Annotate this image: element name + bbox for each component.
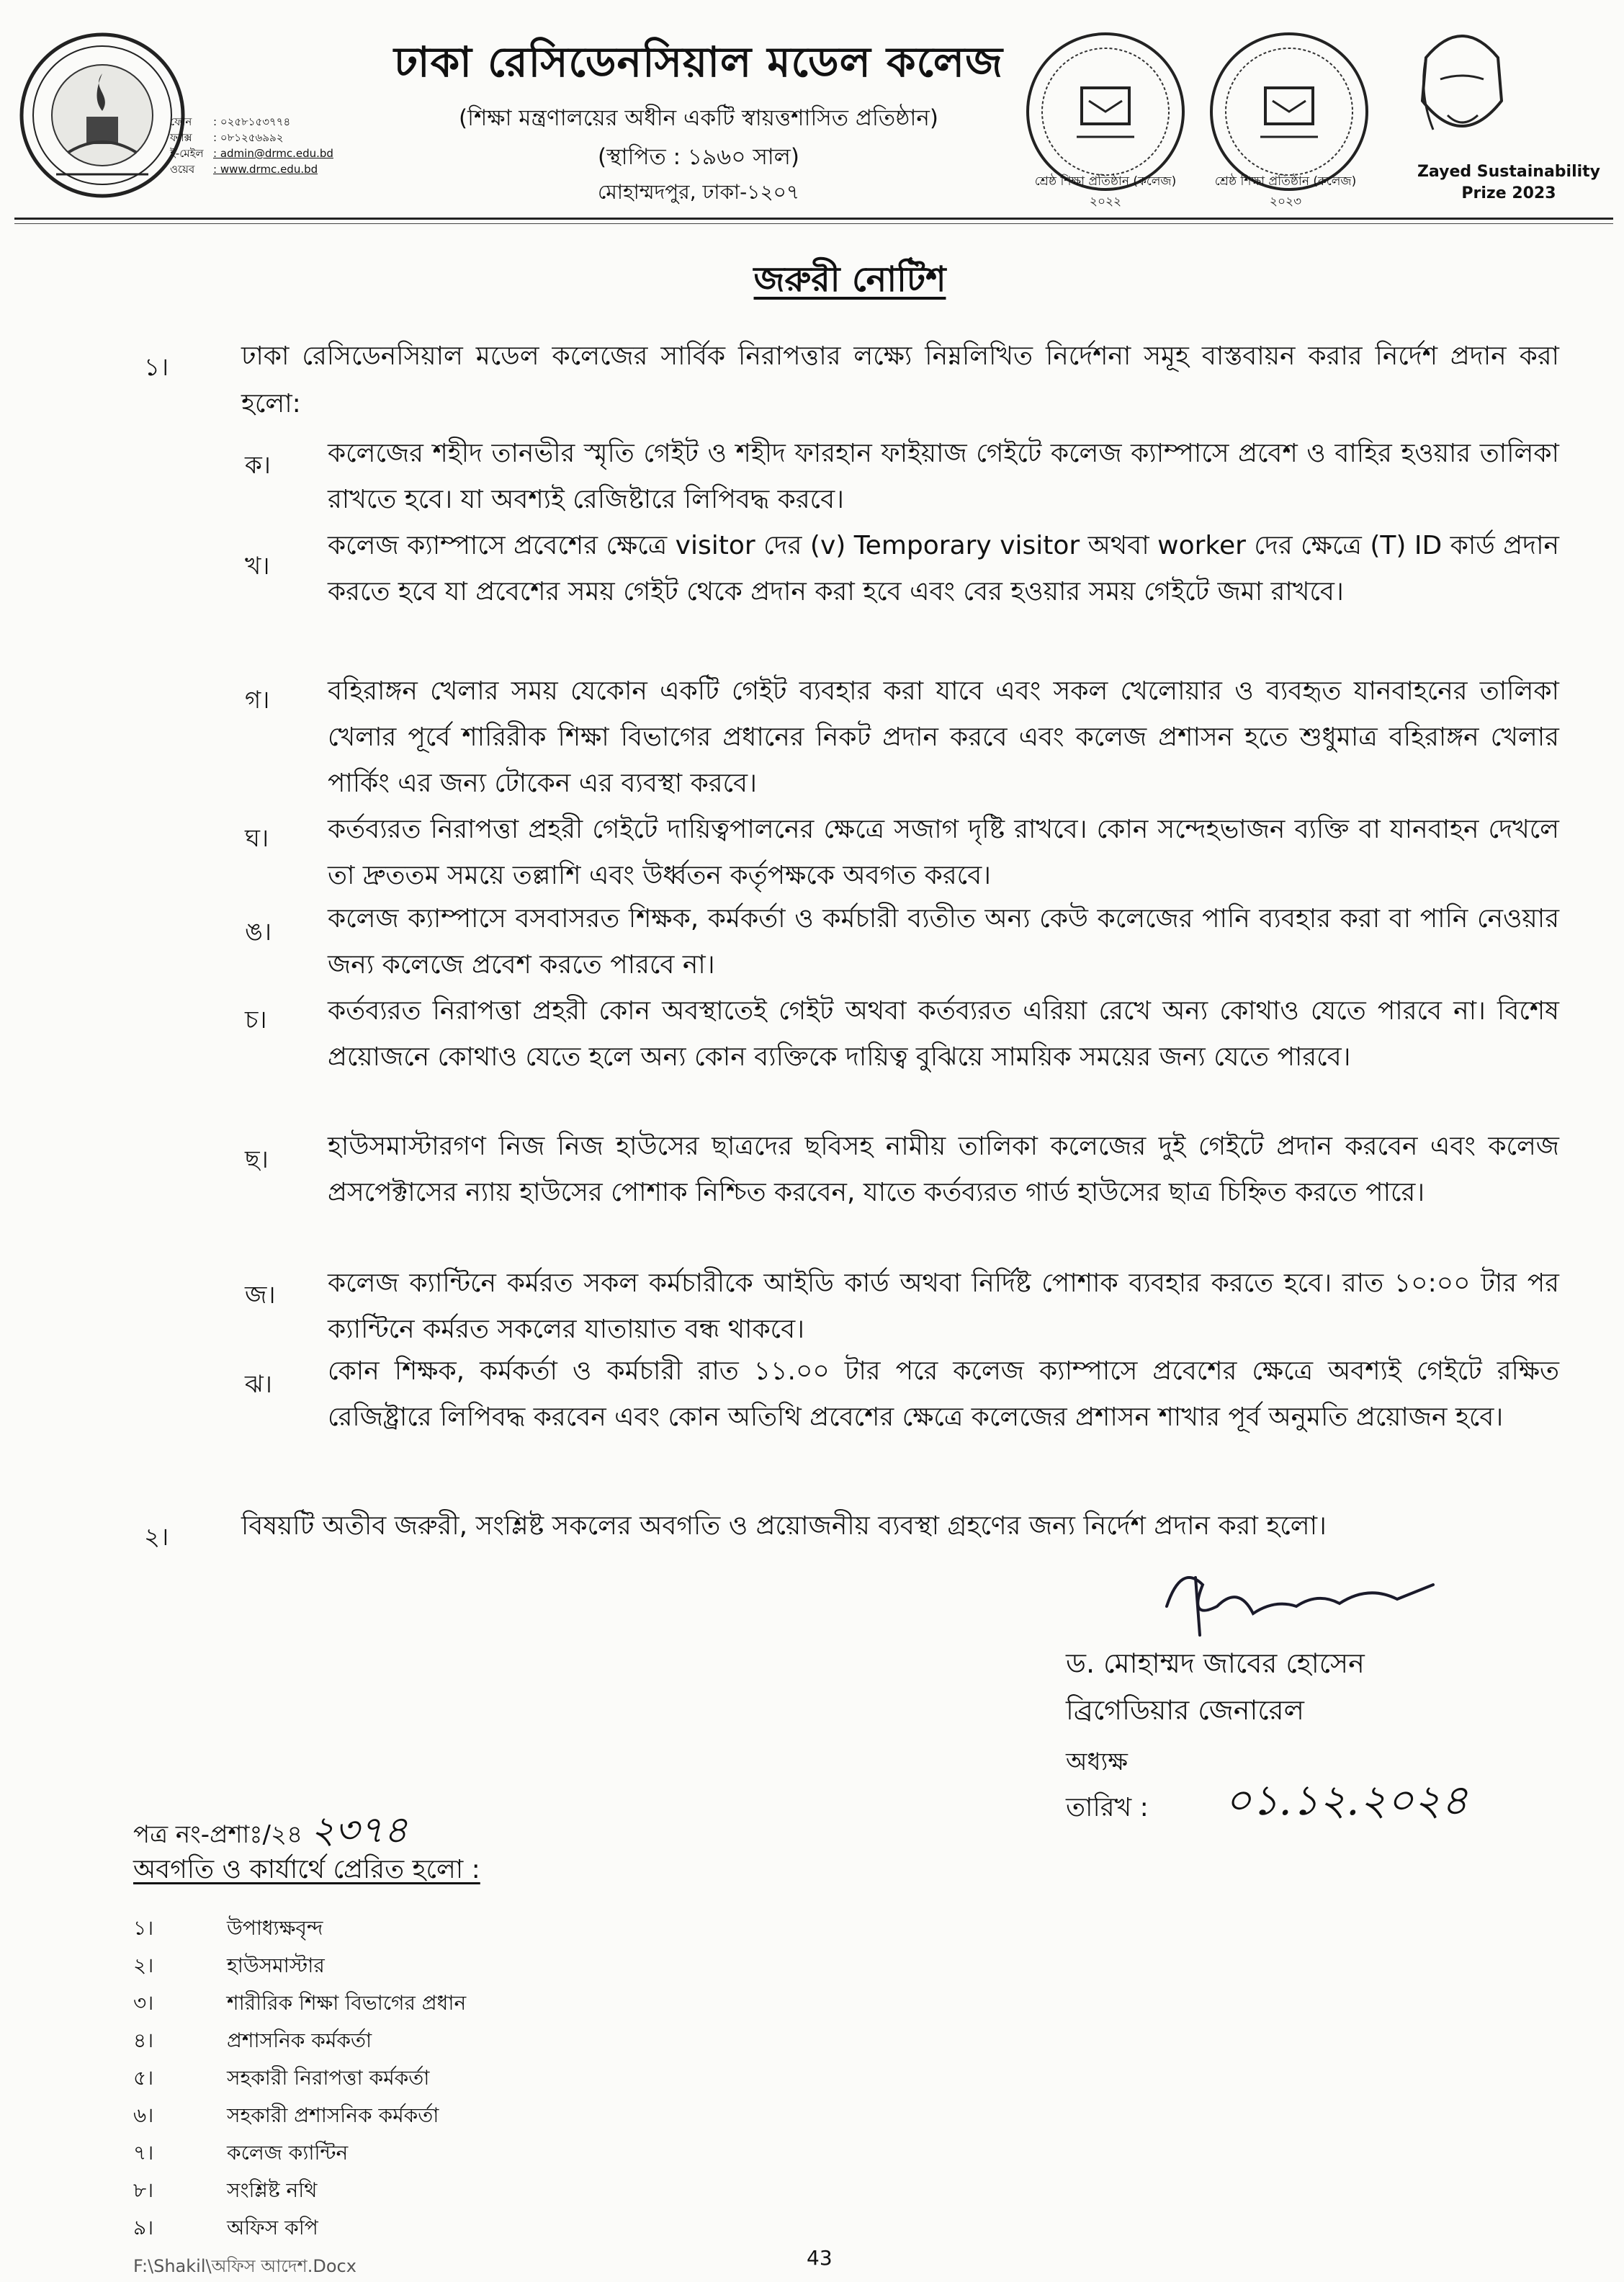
college-name: ঢাকা রেসিডেনসিয়াল মডেল কলেজ bbox=[393, 37, 1004, 86]
item-ka-text: কলেজের শহীদ তানভীর স্মৃতি গেইট ও শহীদ ফারহান ফাইয়াজ গেইটে কলেজ ক্যাম্পাসে প্রবেশ ও বাহির হওয়ার তালিকা রাখতে হবে। যা অবশ্যই রেজিষ্টারে লিপিবদ্ধ করবে। bbox=[328, 439, 1559, 514]
zayed-caption: Zayed Sustainability Prize 2023 bbox=[1417, 163, 1601, 202]
award-seal-2022 bbox=[1023, 29, 1188, 194]
list-item: ১। উপাধ্যক্ষবৃন্দ bbox=[133, 1915, 323, 1940]
college-subtitle: (শিক্ষা মন্ত্রণালয়ের অধীন একটি স্বায়ত্তশাসিত প্রতিষ্ঠান) bbox=[459, 105, 938, 131]
item-jha-text: কোন শিক্ষক, কর্মকর্তা ও কর্মচারী রাত ১১.০০ টার পরে কলেজ ক্যাম্পাসে প্রবেশের ক্ষেত্রে অবশ্যই গেইটে রক্ষিত রেজিষ্ট্রারে লিপিবদ্ধ করবেন এবং কোন অতিথি প্রবেশের ক্ষেত্রে কলেজের প্রশাসন শাখার পূর্ব অনুমতি প্রয়োজন হবে। bbox=[328, 1356, 1559, 1432]
contact-email: ই-মেইল : admin@drmc.edu.bd bbox=[170, 147, 333, 160]
item-ga-label: গ। bbox=[245, 686, 270, 715]
signature-scribble bbox=[1152, 1556, 1440, 1642]
item-uma-label: ঙ। bbox=[245, 918, 272, 947]
list-item: ৯। অফিস কপি bbox=[133, 2215, 318, 2240]
list-item: ৩। শারীরিক শিক্ষা বিভাগের প্রধান bbox=[133, 1990, 467, 2015]
college-logo bbox=[17, 30, 187, 200]
item-ja-label: জ। bbox=[245, 1281, 276, 1310]
contact-fax: ফ্যাক্স : ০৮১২৫৬৯৯২ bbox=[170, 131, 284, 144]
date-label: তারিখ : bbox=[1066, 1793, 1149, 1822]
college-established: (স্থাপিত : ১৯৬০ সাল) bbox=[598, 144, 799, 170]
para-1-number: ১। bbox=[144, 353, 169, 382]
college-address: মোহাম্মদপুর, ঢাকা-১২০৭ bbox=[597, 180, 800, 204]
item-gha-text: কর্তব্যরত নিরাপত্তা প্রহরী গেইটে দায়িত্বপালনের ক্ষেত্রে সজাগ দৃষ্টি রাখবে। কোন সন্দেহভাজন ব্যক্তি বা যানবাহন দেখলে তা দ্রুততম সময়ে তল্লাশি এবং উর্ধ্বতন কর্তৃপক্ষকে অবগত করবে। bbox=[328, 815, 1559, 890]
date-value: ০১.১২.২০২৪ bbox=[1224, 1776, 1468, 1825]
item-uma-text: কলেজ ক্যাম্পাসে বসবাসরত শিক্ষক, কর্মকর্তা ও কর্মচারী ব্যতীত অন্য কেউ কলেজের পানি ব্যবহার করা বা পানি নেওয়ার জন্য কলেজে প্রবেশ করতে পারবে না। bbox=[328, 904, 1559, 980]
contact-web: ওয়েব : www.drmc.edu.bd bbox=[170, 163, 318, 176]
signatory-name: ড. মোহাম্মদ জাবের হোসেন bbox=[1066, 1647, 1365, 1679]
cc-list bbox=[133, 1910, 466, 2247]
item-ka-label: ক। bbox=[245, 451, 271, 480]
para-1-text: ঢাকা রেসিডেনসিয়াল মডেল কলেজের সার্বিক নিরাপত্তার লক্ষ্যে নিম্নলিখিত নির্দেশনা সমূহ বাস্তবায়ন করার নির্দেশ প্রদান করা হলো: bbox=[241, 341, 1559, 419]
item-chha-label: ছ। bbox=[245, 1145, 269, 1174]
memo-ref-number: ২৩৭৪ bbox=[310, 1809, 408, 1852]
memo-ref-label: পত্র নং-প্রশাঃ/২৪ bbox=[133, 1820, 303, 1849]
award-caption-2022: শ্রেষ্ঠ শিক্ষা প্রতিষ্ঠান (কলেজ) ২০২২ bbox=[1034, 174, 1177, 209]
item-kha-text: কলেজ ক্যাম্পাসে প্রবেশের ক্ষেত্রে visitor দের (v) Temporary visitor অথবা worker দের ক্ষেত্রে (T) ID কার্ড প্রদান করতে হবে যা প্রবেশের সময় গেইট থেকে প্রদান করা হবে এবং বের হওয়ার সময় গেইটে জমা রাখবে। bbox=[328, 531, 1559, 607]
para-2-text: বিষয়টি অতীব জরুরী, সংশ্লিষ্ট সকলের অবগতি ও প্রয়োজনীয় ব্যবস্থা গ্রহণের জন্য নির্দেশ প্রদান করা হলো। bbox=[241, 1511, 1327, 1541]
header-divider bbox=[14, 218, 1613, 220]
file-path: F:\Shakil\অফিস আদেশ.Docx bbox=[133, 2256, 356, 2276]
page-number: 43 bbox=[807, 2246, 833, 2270]
para-2-number: ২। bbox=[144, 1523, 169, 1552]
zayed-portrait-icon bbox=[1412, 14, 1512, 151]
item-kha-label: খ। bbox=[245, 552, 270, 581]
award-seal-2023 bbox=[1206, 29, 1372, 194]
cc-heading: অবগতি ও কার্যার্থে প্রেরিত হলো : bbox=[133, 1855, 480, 1884]
award-caption-2023: শ্রেষ্ঠ শিক্ষা প্রতিষ্ঠান (কলেজ) ২০২৩ bbox=[1214, 174, 1357, 209]
signatory-rank: ব্রিগেডিয়ার জেনারেল bbox=[1066, 1694, 1304, 1726]
item-gha-label: ঘ। bbox=[245, 824, 269, 853]
header-divider-thin bbox=[14, 223, 1613, 224]
item-ga-text: বহিরাঙ্গন খেলার সময় যেকোন একটি গেইট ব্যবহার করা যাবে এবং সকল খেলোয়ার ও ব্যবহৃত যানবাহনের তালিকা খেলার পূর্বে শারিরীক শিক্ষা বিভাগের প্রধানের নিকট প্রদান করবে এবং কলেজ প্রশাসন হতে শুধুমাত্র বহিরাঙ্গন খেলার পার্কিং এর জন্য টোকেন এর ব্যবস্থা করবে। bbox=[328, 676, 1559, 798]
list-item: ২। হাউসমাস্টার bbox=[133, 1953, 325, 1977]
notice-title: জরুরী নোটিশ bbox=[753, 259, 946, 300]
list-item: ৭। কলেজ ক্যান্টিন bbox=[133, 2140, 349, 2165]
list-item: ৮। সংশ্লিষ্ট নথি bbox=[133, 2178, 318, 2202]
item-jha-label: ঝ। bbox=[245, 1370, 272, 1399]
signatory-title: অধ্যক্ষ bbox=[1066, 1748, 1128, 1776]
contact-phone: ফোন : ০২৫৮১৫৩৭৭৪ bbox=[170, 115, 291, 128]
item-cha-text: কর্তব্যরত নিরাপত্তা প্রহরী কোন অবস্থাতেই গেইট অথবা কর্তব্যরত এরিয়া রেখে অন্য কোথাও যেতে পারবে না। বিশেষ প্রয়োজনে কোথাও যেতে হলে অন্য কোন ব্যক্তিকে দায়িত্ব বুঝিয়ে সাময়িক সময়ের জন্য যেতে পারবে। bbox=[328, 996, 1559, 1072]
list-item: ৫। সহকারী নিরাপত্তা কর্মকর্তা bbox=[133, 2065, 430, 2090]
item-cha-label: চ। bbox=[245, 1006, 267, 1034]
item-chha-text: হাউসমাস্টারগণ নিজ নিজ হাউসের ছাত্রদের ছবিসহ নামীয় তালিকা কলেজের দুই গেইটে প্রদান করবেন এবং কলেজ প্রসপেক্টাসের ন্যায় হাউসের পোশাক নিশ্চিত করবেন, যাতে কর্তব্যরত গার্ড হাউসের ছাত্র চিহ্নিত করতে পারে। bbox=[328, 1132, 1559, 1207]
item-ja-text: কলেজ ক্যান্টিনে কর্মরত সকল কর্মচারীকে আইডি কার্ড অথবা নির্দিষ্ট পোশাক ব্যবহার করতে হবে। রাত ১০:০০ টার পর ক্যান্টিনে কর্মরত সকলের যাতায়াত বন্ধ থাকবে। bbox=[328, 1268, 1559, 1344]
list-item: ৬। সহকারী প্রশাসনিক কর্মকর্তা bbox=[133, 2103, 439, 2127]
list-item: ৪। প্রশাসনিক কর্মকর্তা bbox=[133, 2028, 372, 2052]
